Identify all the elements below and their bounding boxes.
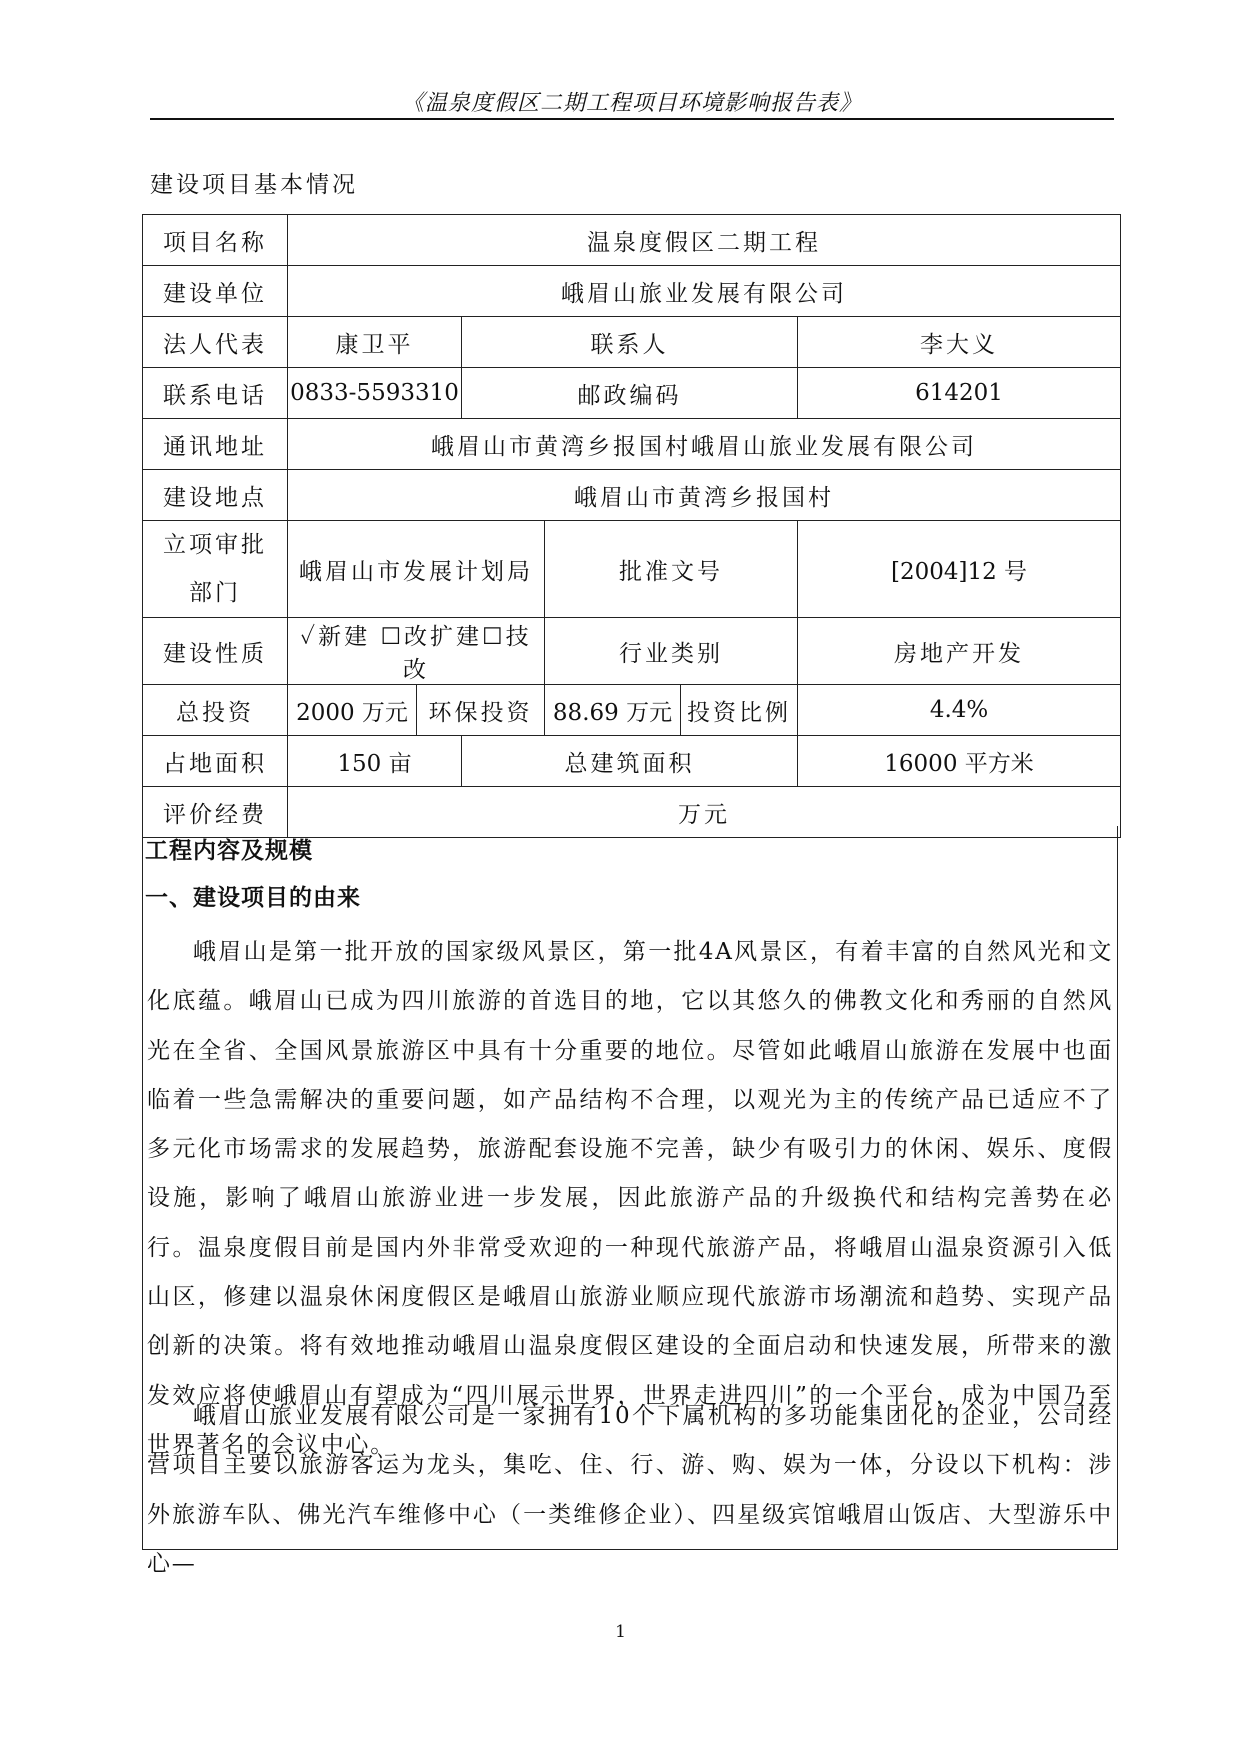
row-project-name: [143, 215, 1121, 266]
page-number: 1: [615, 1622, 626, 1642]
row-nature: [143, 618, 1121, 685]
postcode-label: 邮政编码: [462, 368, 798, 419]
approval-dept-value: 峨眉山市发展计划局: [288, 521, 545, 618]
nature-value: ✓新建 ☐改扩建☐技改: [288, 618, 545, 685]
project-content-box: [142, 826, 1118, 1577]
contact-value: 李大义: [798, 317, 1121, 368]
project-name-label: 项目名称: [143, 215, 288, 266]
row-area: [143, 736, 1121, 787]
approval-dept-label-line1: 立项审批: [163, 532, 267, 558]
eval-fee-label: 评价经费: [143, 787, 288, 838]
industry-value: 房地产开发: [798, 618, 1121, 685]
header-divider: [150, 118, 1114, 120]
content-subheading: 一、建设项目的由来: [145, 884, 361, 911]
site-value: 峨眉山市黄湾乡报国村: [288, 470, 1121, 521]
industry-label: 行业类别: [545, 618, 798, 685]
postcode-value: 614201: [798, 368, 1121, 419]
builder-label: 建设单位: [143, 266, 288, 317]
project-info-table: [142, 214, 1121, 838]
phone-label: 联系电话: [143, 368, 288, 419]
section-title: 建设项目基本情况: [150, 172, 358, 198]
floor-area-label: 总建筑面积: [462, 736, 798, 787]
env-invest-label: 环保投资: [417, 685, 545, 736]
address-label: 通讯地址: [143, 419, 288, 470]
eval-fee-value: 万元: [288, 787, 1121, 838]
approval-no-value: [2004]12 号: [798, 521, 1121, 618]
approval-dept-label-line2: 部门: [189, 580, 241, 606]
land-area-label: 占地面积: [143, 736, 288, 787]
invest-ratio-label: 投资比例: [681, 685, 798, 736]
floor-area-value: 16000 平方米: [798, 736, 1121, 787]
total-invest-value: 2000 万元: [288, 685, 417, 736]
project-name-value: 温泉度假区二期工程: [288, 215, 1121, 266]
row-site: [143, 470, 1121, 521]
address-value: 峨眉山市黄湾乡报国村峨眉山旅业发展有限公司: [288, 419, 1121, 470]
approval-dept-label: [143, 521, 288, 618]
content-paragraph-2: 峨眉山旅业发展有限公司是一家拥有10个下属机构的多功能集团化的企业，公司经营项目主要以旅游客运为龙头，集吃、住、行、游、购、娱为一体，分设以下机构：涉外旅游车队、佛光汽车维修中心（一类维修企业）、四星级宾馆峨眉山饭店、大型游乐中心—: [147, 1403, 1113, 1577]
total-invest-label: 总投资: [143, 685, 288, 736]
legal-rep-value: 康卫平: [288, 317, 462, 368]
row-address: [143, 419, 1121, 470]
approval-no-label: 批准文号: [545, 521, 798, 618]
row-builder: [143, 266, 1121, 317]
row-legal-rep: [143, 317, 1121, 368]
row-approval: [143, 521, 1121, 618]
row-investment: [143, 685, 1121, 736]
contact-label: 联系人: [462, 317, 798, 368]
nature-label: 建设性质: [143, 618, 288, 685]
content-heading: 工程内容及规模: [145, 837, 313, 864]
builder-value: 峨眉山旅业发展有限公司: [288, 266, 1121, 317]
site-label: 建设地点: [143, 470, 288, 521]
phone-value: 0833-5593310: [288, 368, 462, 419]
report-header-title: 《温泉度假区二期工程项目环境影响报告表》: [401, 91, 862, 116]
land-area-value: 150 亩: [288, 736, 462, 787]
content-paragraph-1: 峨眉山是第一批开放的国家级风景区，第一批4A风景区，有着丰富的自然风光和文化底蕴。峨眉山已成为四川旅游的首选目的地，它以其悠久的佛教文化和秀丽的自然风光在全省、全国风景旅游区中具有十分重要的地位。尽管如此峨眉山旅游在发展中也面临着一些急需解决的重要问题，如产品结构不合理，以观光为主的传统产品已适应不了多元化市场需求的发展趋势，旅游配套设施不完善，缺少有吸引力的休闲、娱乐、度假设施，影响了峨眉山旅游业进一步发展，因此旅游产品的升级换代和结构完善势在必行。温泉度假目前是国内外非常受欢迎的一种现代旅游产品，将峨眉山温泉资源引入低山区，修建以温泉休闲度假区是峨眉山旅游业顺应现代旅游市场潮流和趋势、实现产品创新的决策。将有效地推动峨眉山温泉度假区建设的全面启动和快速发展，所带来的激发效应将使峨眉山有望成为“四川展示世界，世界走进四川”的一个平台，成为中国乃至世界著名的会议中心。: [147, 939, 1113, 1458]
invest-ratio-value: 4.4%: [798, 685, 1121, 736]
env-invest-value: 88.69 万元: [545, 685, 681, 736]
legal-rep-label: 法人代表: [143, 317, 288, 368]
row-phone: [143, 368, 1121, 419]
